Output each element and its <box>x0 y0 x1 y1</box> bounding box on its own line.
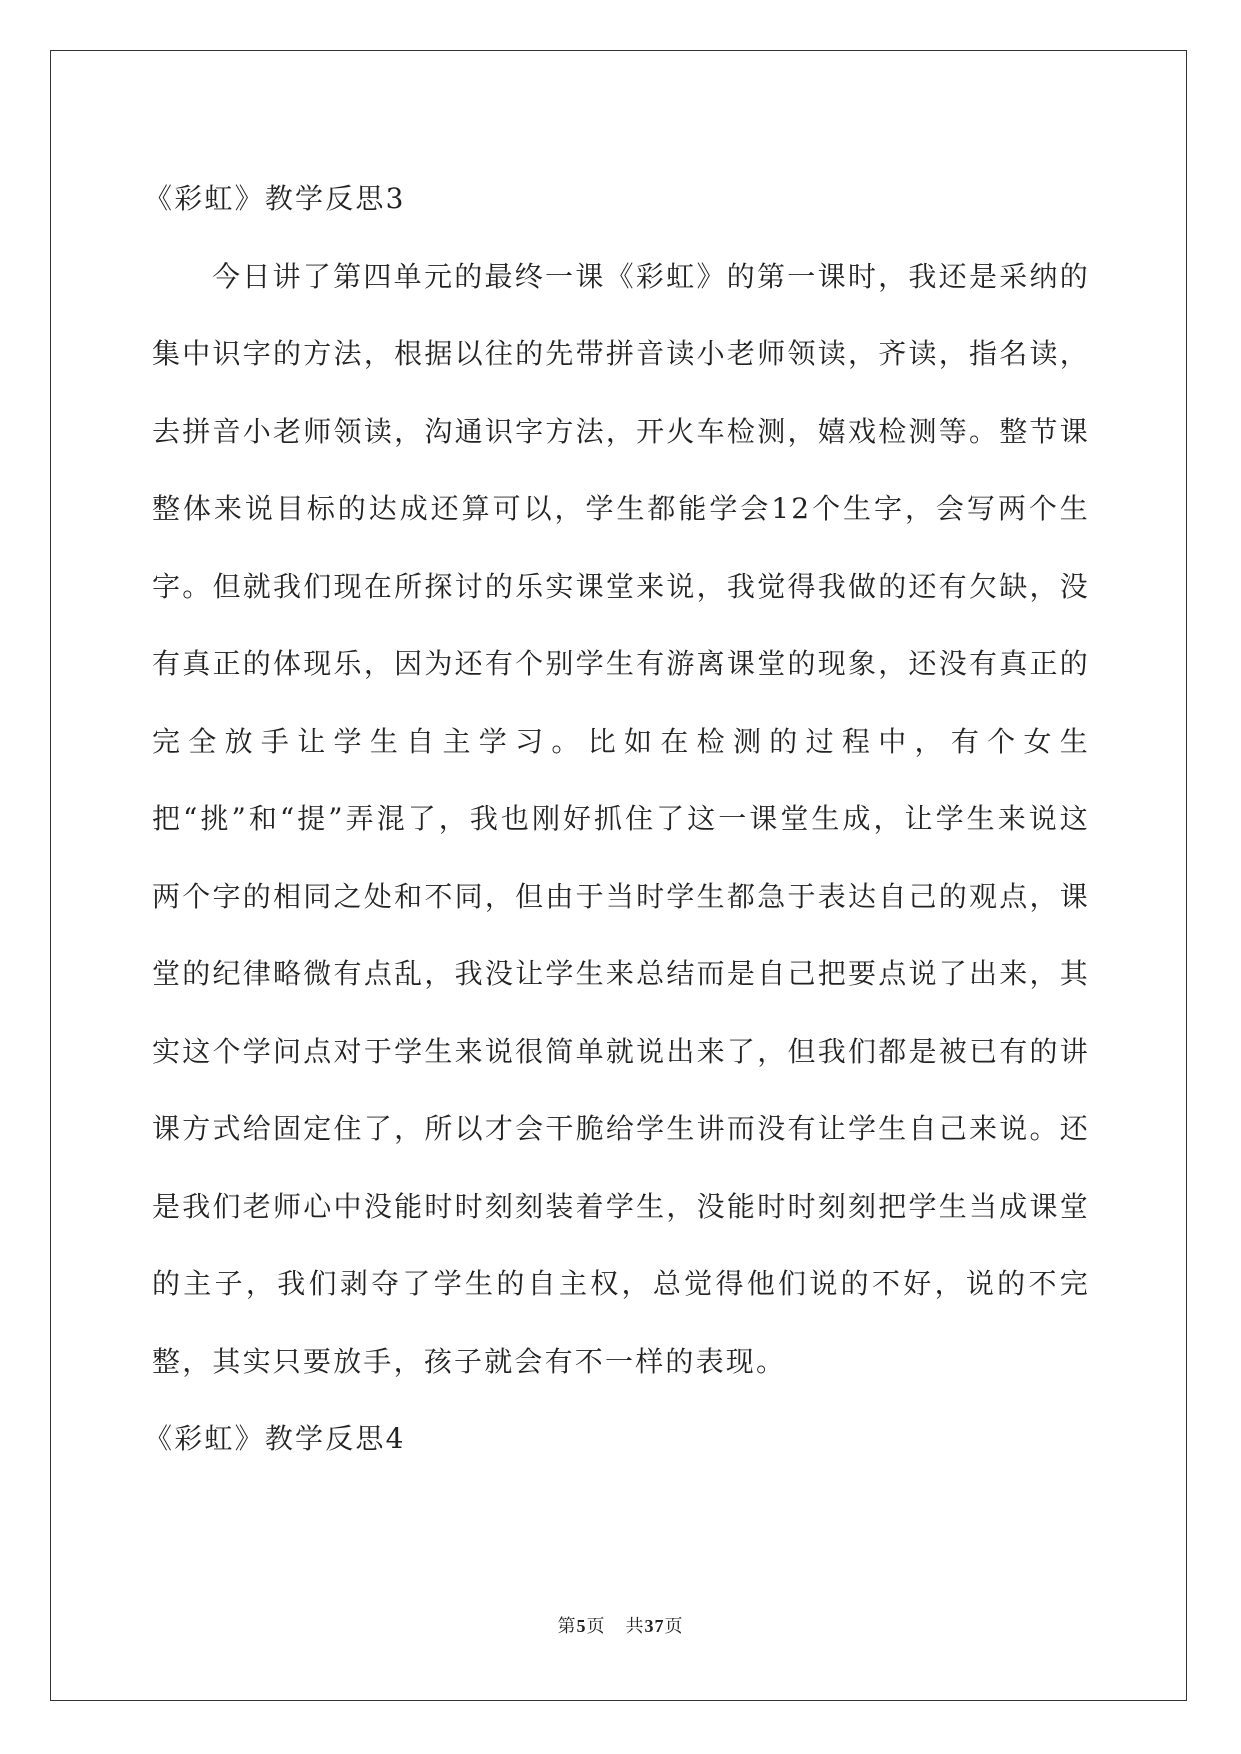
document-body <box>144 160 1090 1478</box>
page-footer <box>0 1612 1241 1638</box>
section-heading-3: 《彩虹》教学反思3 <box>144 182 406 215</box>
page-total: 共37页 <box>625 1616 684 1637</box>
section-heading-4: 《彩虹》教学反思4 <box>144 1422 406 1455</box>
page-number: 第5页 <box>557 1616 606 1637</box>
body-paragraph: 今日讲了第四单元的最终一课《彩虹》的第一课时，我还是采纳的集中识字的方法，根据以往的先带拼音读小老师领读，齐读，指名读，去拼音小老师领读，沟通识字方法，开火车检测，嬉戏检测等。整节课整体来说目标的达成还算可以，学生都能学会12个生字，会写两个生字。但就我们现在所探讨的乐实课堂来说，我觉得我做的还有欠缺，没有真正的体现乐，因为还有个别学生有游离课堂的现象，还没有真正的完全放手让学生自主学习。比如在检测的过程中，有个女生把“挑”和“提”弄混了，我也刚好抓住了这一课堂生成，让学生来说这两个字的相同之处和不同，但由于当时学生都急于表达自己的观点，课堂的纪律略微有点乱，我没让学生来总结而是自己把要点说了出来，其实这个学问点对于学生来说很简单就说出来了，但我们都是被已有的讲课方式给固定住了，所以才会干脆给学生讲而没有让学生自己来说。还是我们老师心中没能时时刻刻装着学生，没能时时刻刻把学生当成课堂的主子，我们剥夺了学生的自主权，总觉得他们说的不好，说的不完整，其实只要放手，孩子就会有不一样的表现。 <box>152 259 1090 1378</box>
